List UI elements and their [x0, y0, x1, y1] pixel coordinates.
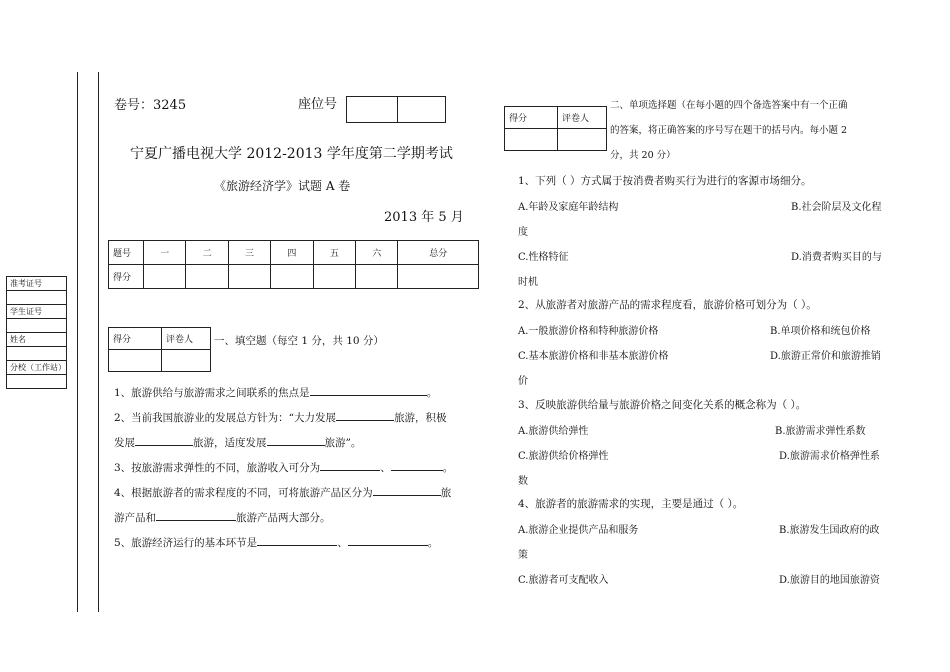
grader-score-cell[interactable] — [505, 129, 558, 151]
score-row-label: 得分 — [109, 265, 144, 289]
q4-text: 4、根据旅游者的需求程度的不同，可将旅游产品区分为 — [114, 487, 373, 499]
q5-text: 5、旅游经济运行的基本环节是 — [114, 537, 258, 549]
mc-q4-option-c[interactable]: C.旅游者可支配收入 — [518, 575, 609, 586]
mc-q4-option-a[interactable]: A.旅游企业提供产品和服务 — [518, 525, 639, 536]
score-header-cell: 三 — [228, 241, 270, 265]
side-blank[interactable] — [7, 291, 67, 305]
mc-q2-option-c-cont: 价 — [518, 376, 528, 387]
grader-score-label: 得分 — [109, 328, 162, 350]
side-blank[interactable] — [7, 319, 67, 333]
q2-end: 旅游，积极 — [394, 412, 447, 424]
fill-question-4-cont — [114, 508, 331, 525]
exam-subtitle: 《旅游经济学》试题 A 卷 — [214, 179, 351, 193]
answer-blank[interactable] — [257, 533, 337, 546]
grader-box-section2 — [504, 106, 607, 151]
binding-line-outer — [77, 72, 78, 612]
q1-end: 。 — [426, 387, 438, 399]
section2-intro-line3: 分，共 20 分） — [610, 150, 676, 161]
score-header-cell: 题号 — [109, 241, 144, 265]
fill-question-3 — [114, 458, 453, 475]
mc-q2-option-d[interactable]: D.旅游正常价和旅游推销 — [770, 351, 881, 362]
side-blank[interactable] — [7, 347, 67, 361]
fill-question-4 — [114, 483, 451, 500]
seat-number-box — [346, 96, 446, 123]
mc-question-2-stem: 2、从旅游者对旅游产品的需求程度看，旅游价格可划分为（ ）。 — [518, 299, 817, 311]
mc-question-1-stem: 1、下列（ ）方式属于按消费者购买行为进行的客源市场细分。 — [518, 175, 812, 187]
score-header-cell: 五 — [313, 241, 355, 265]
grader-score-cell[interactable] — [109, 350, 162, 372]
q3-text: 3、按旅游需求弹性的不同，旅游收入可分为 — [114, 462, 321, 474]
score-cell[interactable] — [313, 265, 355, 289]
mc-q1-option-b[interactable]: B.社会阶层及文化程 — [791, 202, 882, 213]
q4-end: 旅 — [440, 487, 452, 499]
mc-q4-option-d[interactable]: D.旅游目的地国旅游资 — [779, 575, 880, 586]
score-table — [108, 240, 479, 289]
mc-q1-option-a[interactable]: A.年龄及家庭年龄结构 — [518, 202, 619, 213]
exam-title: 宁夏广播电视大学 2012-2013 学年度第二学期考试 — [130, 146, 453, 162]
answer-blank[interactable] — [267, 433, 325, 446]
score-header-cell: 六 — [356, 241, 398, 265]
section1-title: 一、填空题（每空 1 分，共 10 分） — [214, 335, 384, 347]
binding-line-inner — [98, 72, 99, 612]
mc-q4-option-a-cont: 策 — [518, 550, 528, 561]
section2-intro-line2: 的答案，将正确答案的序号写在题干的括号内。每小题 2 — [610, 125, 848, 136]
mc-question-3-stem: 3、反映旅游供给量与旅游价格之间变化关系的概念称为（ ）。 — [518, 399, 807, 411]
q5-end: 。 — [427, 537, 439, 549]
grader-name-cell[interactable] — [558, 129, 607, 151]
score-header-cell: 四 — [271, 241, 313, 265]
score-cell[interactable] — [144, 265, 186, 289]
exam-date: 2013 年 5 月 — [384, 210, 464, 225]
q4b-text: 游产品和 — [114, 512, 156, 524]
score-cell[interactable] — [228, 265, 270, 289]
mc-q3-option-c-cont: 数 — [518, 476, 528, 487]
answer-blank[interactable] — [348, 533, 428, 546]
fill-question-5 — [114, 533, 438, 550]
fill-question-2 — [114, 408, 447, 425]
q2b-mid: 旅游，适度发展 — [193, 437, 267, 449]
grader-name-label: 评卷人 — [162, 328, 211, 350]
mc-q1-option-a-cont: 度 — [518, 227, 528, 238]
score-cell[interactable] — [398, 265, 479, 289]
grader-box-section1 — [108, 327, 211, 372]
score-cell[interactable] — [271, 265, 313, 289]
side-field-student-id[interactable]: 学生证号 — [7, 305, 67, 319]
q1-text: 1、旅游供给与旅游需求之间联系的焦点是 — [114, 387, 310, 399]
answer-blank[interactable] — [373, 483, 441, 496]
mc-q3-option-d[interactable]: D.旅游需求价格弹性系 — [779, 451, 880, 462]
score-header-cell: 一 — [144, 241, 186, 265]
answer-blank[interactable] — [135, 433, 193, 446]
mc-q3-option-c[interactable]: C.旅游供给价格弹性 — [518, 451, 609, 462]
q3-sep: 、 — [380, 462, 391, 474]
grader-name-cell[interactable] — [162, 350, 211, 372]
paper-number: 卷号：3245 — [114, 98, 187, 113]
q3-end: 。 — [442, 462, 454, 474]
seat-cell[interactable] — [347, 97, 398, 123]
q4b-end: 旅游产品两大部分。 — [236, 512, 331, 524]
side-field-name[interactable]: 姓名 — [7, 333, 67, 347]
section2-intro-line1: 二、单项选择题（在每小题的四个备选答案中有一个正确 — [610, 100, 848, 111]
student-info-table — [6, 276, 67, 389]
mc-q1-option-d[interactable]: D.消费者购买目的与 — [791, 252, 882, 263]
mc-q4-option-b[interactable]: B.旅游发生国政府的政 — [779, 525, 880, 536]
grader-score-label: 得分 — [505, 107, 558, 129]
mc-q2-option-b[interactable]: B.单项价格和统包价格 — [770, 326, 871, 337]
side-field-branch[interactable]: 分校（工作站） — [7, 361, 67, 375]
mc-q3-option-b[interactable]: B.旅游需求弹性系数 — [775, 426, 866, 437]
answer-blank[interactable] — [156, 508, 236, 521]
answer-blank[interactable] — [336, 408, 394, 421]
fill-question-1 — [114, 383, 437, 400]
side-field-exam-id[interactable]: 准考证号 — [7, 277, 67, 291]
score-header-cell: 总分 — [398, 241, 479, 265]
q2b-text: 发展 — [114, 437, 135, 449]
q5-sep: 、 — [337, 537, 348, 549]
side-blank[interactable] — [7, 375, 67, 389]
mc-q2-option-c[interactable]: C.基本旅游价格和非基本旅游价格 — [518, 351, 669, 362]
score-cell[interactable] — [186, 265, 228, 289]
mc-q1-option-c-cont: 时机 — [518, 277, 538, 288]
answer-blank[interactable] — [391, 458, 443, 471]
seat-cell[interactable] — [398, 97, 446, 123]
score-header-cell: 二 — [186, 241, 228, 265]
answer-blank[interactable] — [320, 458, 380, 471]
score-cell[interactable] — [356, 265, 398, 289]
grader-name-label: 评卷人 — [558, 107, 607, 129]
mc-question-4-stem: 4、旅游者的旅游需求的实现，主要是通过（ ）。 — [518, 498, 744, 510]
mc-q2-option-a[interactable]: A.一般旅游价格和特种旅游价格 — [518, 326, 659, 337]
q2b-end: 旅游”。 — [324, 437, 362, 449]
answer-blank[interactable] — [310, 383, 427, 396]
mc-q3-option-a[interactable]: A.旅游供给弹性 — [518, 426, 589, 437]
mc-q1-option-c[interactable]: C.性格特征 — [518, 252, 569, 263]
q2-text: 2、当前我国旅游业的发展总方针为：“大力发展 — [114, 412, 337, 424]
fill-question-2-cont — [114, 433, 361, 450]
seat-label: 座位号 — [298, 97, 338, 112]
